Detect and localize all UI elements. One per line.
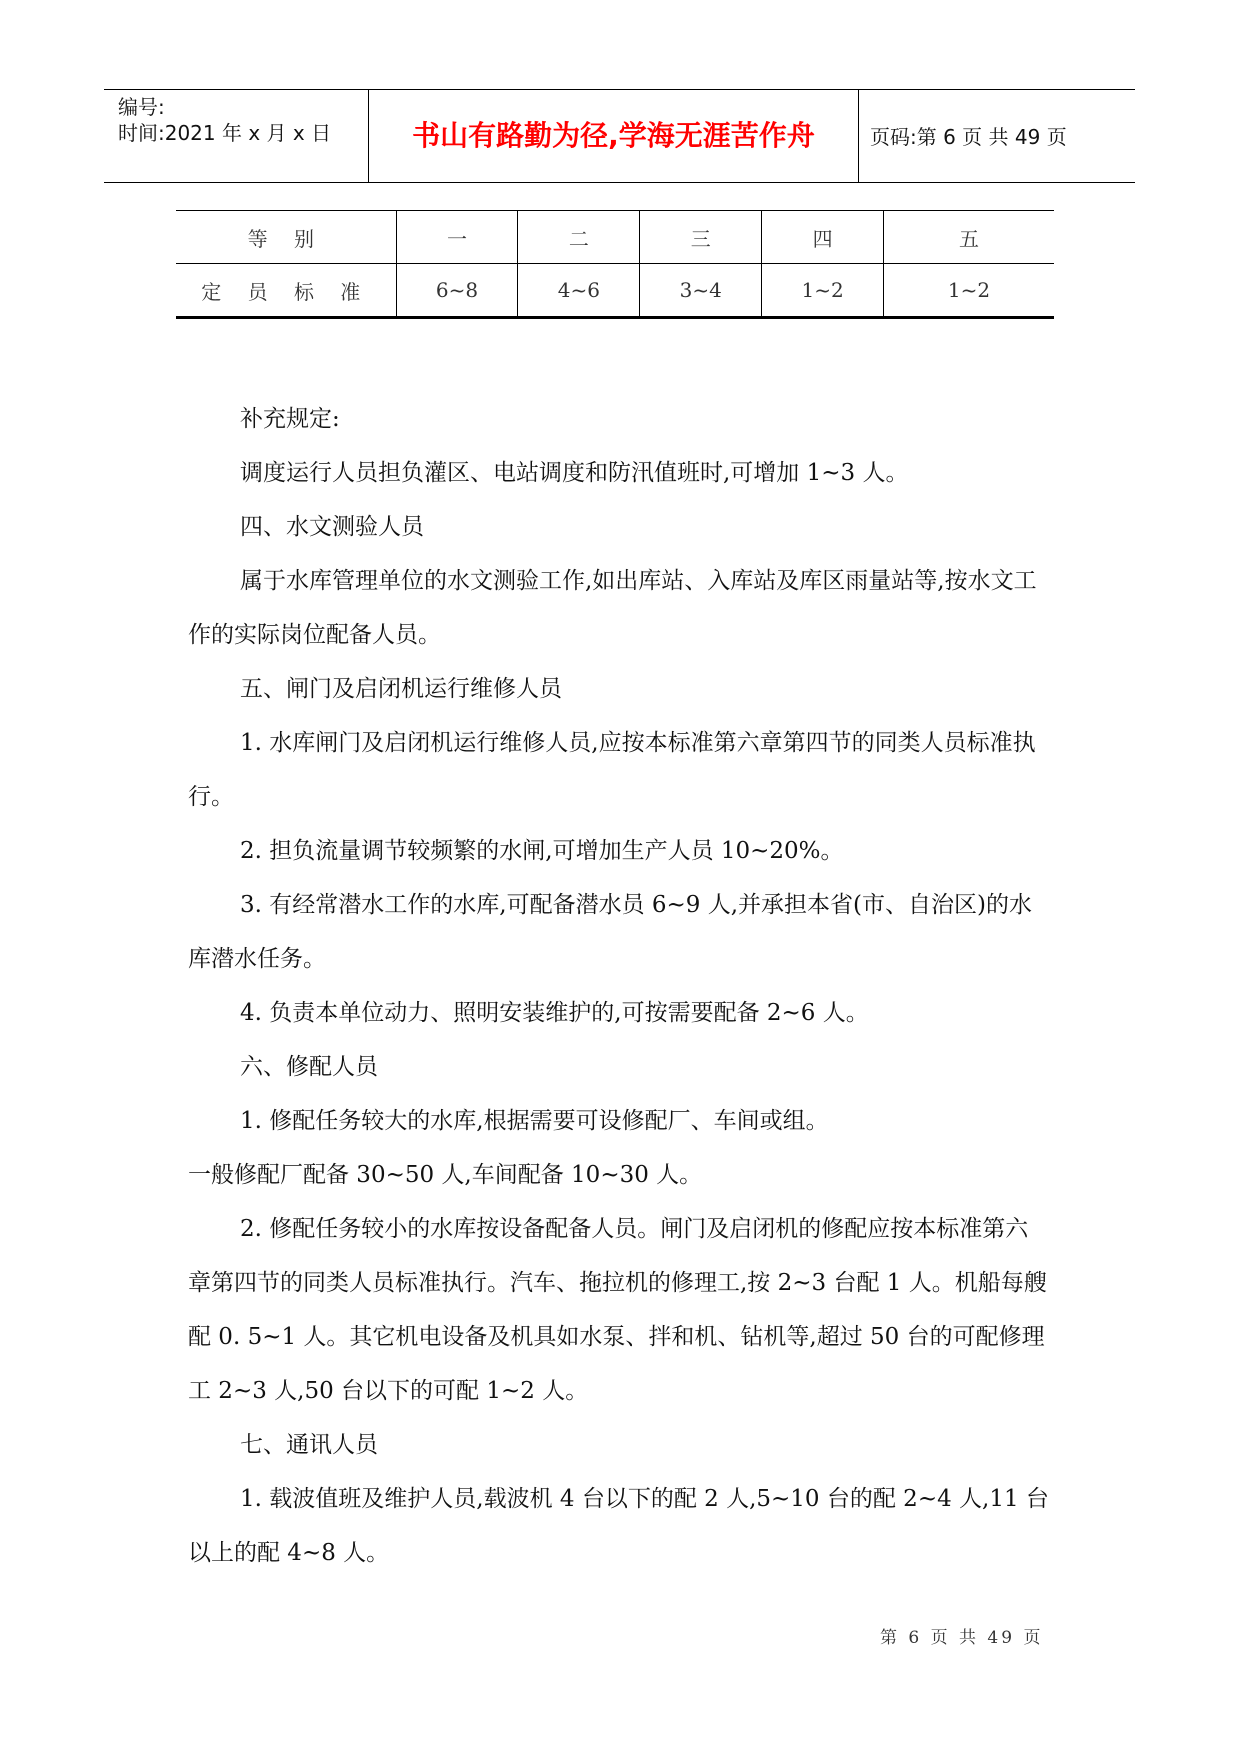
section-heading: 四、水文测验人员 bbox=[240, 514, 424, 540]
table-cell: 4~6 bbox=[518, 264, 640, 318]
table-cell: 五 bbox=[884, 211, 1054, 264]
table-cell: 一 bbox=[396, 211, 518, 264]
header-motto: 书山有路勤为径,学海无涯苦作舟 bbox=[412, 119, 815, 152]
staffing-standard-table bbox=[176, 210, 1054, 319]
header-page-label: 页码:第 6 页 共 49 页 bbox=[870, 125, 1067, 149]
paragraph: 一般修配厂配备 30~50 人,车间配备 10~30 人。 bbox=[188, 1162, 703, 1188]
section-heading: 七、通讯人员 bbox=[240, 1432, 378, 1458]
paragraph: 补充规定: bbox=[240, 406, 340, 432]
paragraph: 属于水库管理单位的水文测验工作,如出库站、入库站及库区雨量站等,按水文工作的实际岗位配备人员。 bbox=[188, 568, 1037, 648]
paragraph: 2. 修配任务较小的水库按设备配备人员。闸门及启闭机的修配应按本标准第六章第四节的同类人员标准执行。汽车、拖拉机的修理工,按 2~3 台配 1 人。机船每艘配 0. 5~1 人。其它机电设备及机具如水泵、拌和机、钻机等,超过 50 台的可配修理工 2~3 人,50 台以下的可配 1~2 人。 bbox=[188, 1216, 1047, 1404]
document-body bbox=[188, 392, 1050, 1580]
section-heading: 六、修配人员 bbox=[240, 1054, 378, 1080]
document-header bbox=[104, 89, 1135, 183]
paragraph: 1. 载波值班及维护人员,载波机 4 台以下的配 2 人,5~10 台的配 2~4 人,11 台以上的配 4~8 人。 bbox=[188, 1486, 1049, 1566]
table-cell: 3~4 bbox=[640, 264, 762, 318]
paragraph: 1. 修配任务较大的水库,根据需要可设修配厂、车间或组。 bbox=[240, 1108, 829, 1134]
document-number-label: 编号: bbox=[118, 95, 165, 119]
table-cell: 三 bbox=[640, 211, 762, 264]
paragraph: 1. 水库闸门及启闭机运行维修人员,应按本标准第六章第四节的同类人员标准执行。 bbox=[188, 730, 1036, 810]
paragraph: 2. 担负流量调节较频繁的水闸,可增加生产人员 10~20%。 bbox=[240, 838, 844, 864]
table-row bbox=[176, 211, 1054, 264]
paragraph: 3. 有经常潜水工作的水库,可配备潜水员 6~9 人,并承担本省(市、自治区)的水库潜水任务。 bbox=[188, 892, 1032, 972]
table-cell: 1~2 bbox=[762, 264, 884, 318]
header-divider bbox=[858, 90, 859, 182]
table-cell: 二 bbox=[518, 211, 640, 264]
table-cell: 1~2 bbox=[884, 264, 1054, 318]
table-row bbox=[176, 264, 1054, 318]
section-heading: 五、闸门及启闭机运行维修人员 bbox=[240, 676, 562, 702]
table-cell: 等 别 bbox=[176, 211, 396, 264]
page-footer: 第 6 页 共 49 页 bbox=[880, 1628, 1044, 1648]
paragraph: 4. 负责本单位动力、照明安装维护的,可按需要配备 2~6 人。 bbox=[240, 1000, 869, 1026]
document-time-label: 时间:2021 年 x 月 x 日 bbox=[118, 121, 332, 145]
header-info bbox=[118, 94, 368, 146]
paragraph: 调度运行人员担负灌区、电站调度和防汛值班时,可增加 1~3 人。 bbox=[240, 460, 909, 486]
table-cell: 四 bbox=[762, 211, 884, 264]
table-cell: 定 员 标 准 bbox=[176, 264, 396, 318]
table-cell: 6~8 bbox=[396, 264, 518, 318]
